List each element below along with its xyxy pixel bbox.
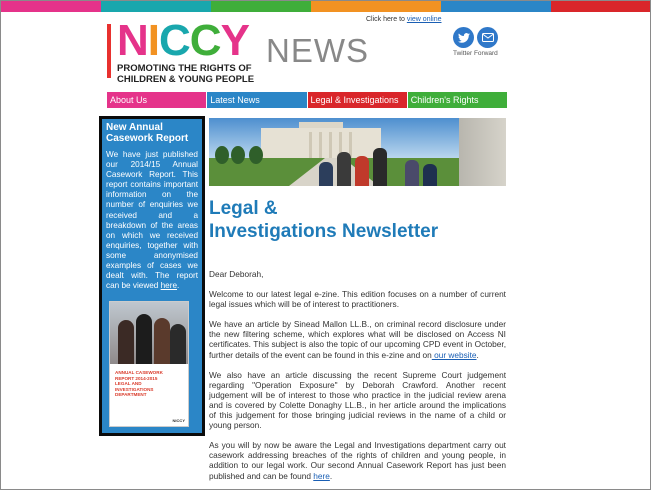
banner-person [355, 156, 369, 186]
cover-person [136, 314, 152, 364]
banner-tree [249, 146, 263, 164]
cover-logo: NICCY [172, 418, 185, 424]
social-links [453, 27, 503, 57]
banner-person [373, 148, 387, 186]
cover-title [115, 370, 163, 397]
headline-line: Legal & [209, 198, 278, 219]
cover-title-line: LEGAL AND [115, 381, 142, 387]
cover-title-line: REPORT 2014-2015 [115, 375, 158, 381]
newsletter-headline [209, 197, 509, 243]
paragraph-intro: Welcome to our latest legal e-zine. This edition focuses on a number of current legal issues which will be of interest to practitioners. [209, 289, 506, 310]
our-website-link[interactable]: our website [431, 349, 477, 360]
cover-title-line: INVESTIGATIONS [115, 386, 154, 392]
newsletter-body [209, 269, 506, 490]
view-online-text [366, 16, 442, 23]
banner-statue [459, 118, 506, 186]
stripe-orange [311, 1, 441, 12]
view-online-link[interactable]: view online [406, 16, 442, 23]
banner-person [337, 152, 351, 186]
stormont-banner-image [209, 118, 506, 186]
logo-letter: I [147, 16, 160, 65]
cover-title-line: DEPARTMENT [115, 391, 147, 397]
nav-latest-news[interactable]: Latest News [207, 92, 307, 108]
banner-tree [215, 146, 229, 164]
cover-title-line: ANNUAL CASEWORK [115, 370, 163, 376]
logo-tagline-line: CHILDREN & YOUNG PEOPLE [117, 74, 255, 85]
paragraph-casework [209, 440, 506, 480]
stripe-teal [101, 1, 211, 12]
paragraph-end: . [329, 470, 333, 481]
logo-letter: C [159, 16, 190, 65]
social-labels: Twitter Forward [453, 50, 498, 57]
view-online-prefix: Click here to [366, 16, 407, 23]
casework-report-link[interactable]: here [313, 470, 330, 481]
headline-line: Investigations Newsletter [209, 221, 439, 242]
cover-person [170, 324, 186, 364]
banner-person [405, 160, 419, 186]
banner-person [423, 164, 437, 186]
cover-person [154, 318, 170, 364]
logo-accent-bar [107, 24, 111, 78]
sidebar-body-end: . [177, 281, 180, 291]
logo-letter: N [117, 16, 148, 65]
news-heading: NEWS [266, 32, 369, 69]
banner-column [319, 132, 322, 158]
sidebar-title: New Annual Casework Report [106, 122, 189, 144]
paragraph-end: . [476, 349, 479, 360]
logo-letter: Y [220, 16, 249, 65]
stripe-pink [1, 1, 101, 12]
paragraph-criminal-record [209, 319, 506, 359]
casework-report-sidebar [99, 116, 205, 436]
banner-person [319, 162, 333, 186]
banner-tree [231, 146, 245, 164]
sidebar-body [106, 150, 198, 291]
nav-about-us[interactable]: About Us [107, 92, 207, 108]
nav-childrens-rights[interactable]: Children's Rights [408, 92, 507, 108]
main-nav [107, 92, 507, 108]
paragraph-text: We have an article by Sinead Mallon LL.B., on criminal record disclosure under the new filtering scheme, which explores what will be disclosed on Access NI certificates. This subject is also the topic of our upcoming CPD event in October, further details of the event can be found in this e-zine and on [209, 319, 506, 360]
banner-column [329, 132, 332, 158]
stripe-red [551, 1, 651, 12]
cover-photo [110, 302, 189, 364]
sidebar-body-text: We have just published our 2014/15 Annual Casework Report. This report contains important information on the number of enquiries we received and a breakdown of the areas on which we received enquiries, together with some anonymised examples of cases we dealt with. The report can be viewed [106, 150, 198, 291]
stripe-green [211, 1, 311, 12]
niccy-logo[interactable] [107, 16, 257, 85]
stripe-blue [441, 1, 551, 12]
logo-tagline-line: PROMOTING THE RIGHTS OF [117, 63, 252, 74]
color-stripe [1, 1, 651, 12]
nav-legal-investigations[interactable]: Legal & Investigations [308, 92, 408, 108]
email-forward-icon[interactable] [477, 27, 498, 48]
logo-tagline [117, 63, 257, 85]
logo-letter: C [189, 16, 221, 65]
cover-person [118, 320, 134, 364]
banner-column [309, 132, 312, 158]
paragraph-supreme-court: We also have an article discussing the recent Supreme Court judgement regarding "Operation Exposure" by Deborah Crawford. Another recent judgement will be of interest to those who practice in the judicial review arena and is covered by Colette Donaghy LL.B., in her article around the implications of this judgement for those bringing judicial reviews in the name of a child or young person. [209, 369, 506, 431]
twitter-icon[interactable] [453, 27, 474, 48]
report-cover-image[interactable] [109, 301, 189, 427]
paragraph-text: As you will by now be aware the Legal and Investigations department carry out casework addressing breaches of the rights of children and young people, in addition to our legal work. Our second Annual Casework Report has just been published and can be found [209, 440, 506, 481]
sidebar-report-link[interactable]: here [160, 281, 178, 291]
logo-wordmark [117, 16, 257, 65]
greeting: Dear Deborah, [209, 269, 264, 279]
